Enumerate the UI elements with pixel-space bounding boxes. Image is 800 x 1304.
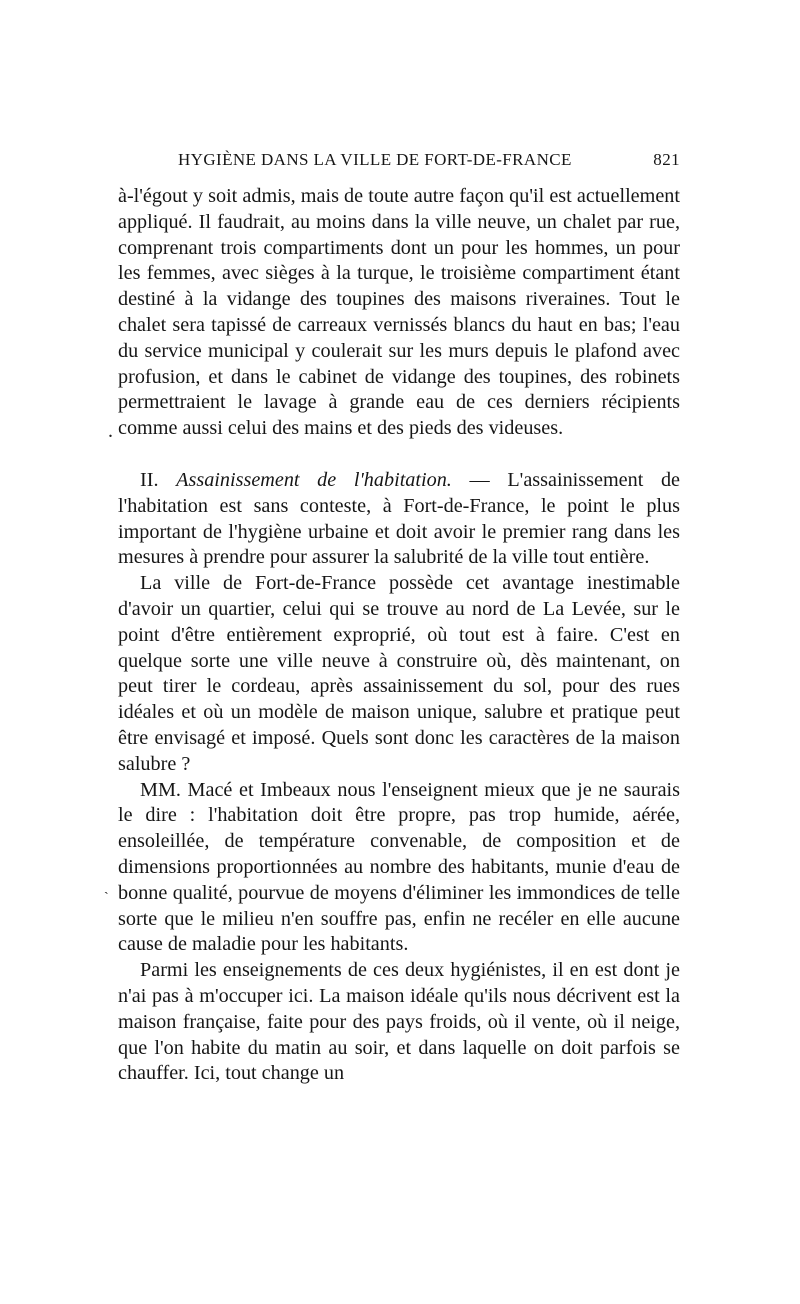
paragraph-enseignements: Parmi les enseignements de ces deux hygiénistes, il en est dont je n'ai pas à m'occuper ici. La maison idéale qu'ils nous décrivent est la maison française, faite pour des pays froids, où il vente, où il neige, que l'on habite du matin au soir, et dans laquelle on doit parfois se chauffer. Ici, tout change un [118,959,680,1085]
running-header [118,150,680,176]
paragraph-chalet: à-l'égout y soit admis, mais de toute autre façon qu'il est actuellement appliqué. Il faudrait, au moins dans la ville neuve, un chalet par rue, comprenant trois compartiments dont un pour les hommes, un pour les femmes, avec sièges à la turque, le troisième compartiment étant destiné à la vidange des toupines des maisons riveraines. Tout le chalet sera tapissé de carreaux vernissés blancs du haut en bas; l'eau du service municipal y coulerait sur les murs depuis le plafond avec profusion, et dans le cabinet de vidange des toupines, des robinets permettraient le lavage à grande eau de ces derniers récipients comme aussi celui des mains et des pieds des videuses. [118,185,680,440]
paragraph-quartier: La ville de Fort-de-France possède cet avantage inestimable d'avoir un quartier, celui qui se trouve au nord de La Levée, sur le point d'être entièrement exproprié, où tout est à faire. C'est en quelque sorte une ville neuve à construire où, dès maintenant, on peut tirer le cordeau, après assainissement du sol, pour des rues idéales et où un modèle de maison unique, salubre et pratique peut être envisagé et imposé. Quels sont donc les caractères de la maison salubre ? [118,572,680,775]
page-number: 821 [653,150,680,169]
body-text [118,184,680,1087]
margin-tick-mark: ˏ [104,880,109,895]
paragraph-mace-imbeaux: MM. Macé et Imbeaux nous l'enseignent mieux que je ne saurais le dire : l'habitation doit être propre, pas trop humide, aérée, ensoleillée, de température convenable, de composition et de dimensions proportionnées au nombre des habitants, munie d'eau de bonne qualité, pourvue de moyens d'éliminer les immondices de telle sorte que le milieu n'en souffre pas, enfin ne recéler en elle aucune cause de maladie pour les habitants. [118,778,680,956]
running-title: HYGIÈNE DANS LA VILLE DE FORT-DE-FRANCE [178,150,572,169]
section-title: Assainissement de l'habitation. [176,468,452,491]
paragraph-section-ii [118,468,680,571]
section-ii-text: — L'assainissement de l'habitation est sans conteste, à Fort-de-France, le point le plus important de l'hygiène urbaine et doit avoir le premier rang dans les mesures à prendre pour assurer la salubrité de la ville tout entière. [118,468,681,569]
margin-dot-mark: . [108,420,113,442]
section-number: II. [140,468,159,491]
